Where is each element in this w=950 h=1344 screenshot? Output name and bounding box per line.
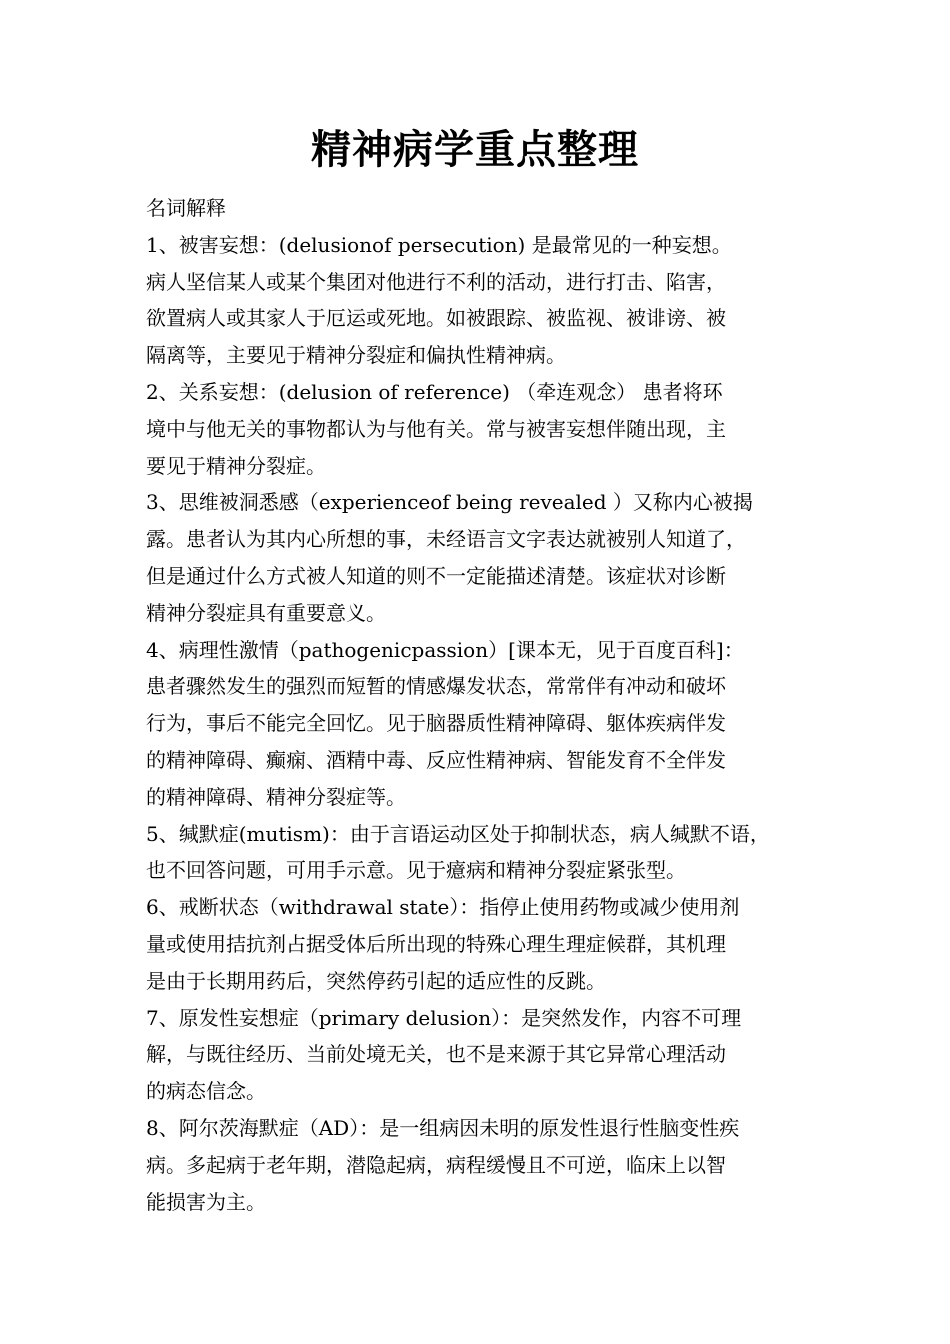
text-line: 行为，事后不能完全回忆。见于脑器质性精神障碍、躯体疾病伴发 — [146, 711, 726, 736]
text-line: 境中与他无关的事物都认为与他有关。常与被害妄想伴随出现，主 — [146, 416, 726, 441]
text-line: 能损害为主。 — [146, 1189, 266, 1214]
text-line: 但是通过什么方式被人知道的则不一定能描述清楚。该症状对诊断 — [146, 563, 726, 588]
text-line: 量或使用拮抗剂占据受体后所出现的特殊心理生理症候群，其机理 — [146, 931, 726, 956]
text-line: 是由于长期用药后，突然停药引起的适应性的反跳。 — [146, 968, 606, 993]
text-line: 要见于精神分裂症。 — [146, 453, 326, 478]
text-line: 的精神障碍、癫痫、酒精中毒、反应性精神病、智能发育不全伴发 — [146, 747, 726, 772]
section-heading: 名词解释 — [146, 196, 226, 220]
text-line: 4、病理性激情（pathogenicpassion）[课本无，见于百度百科]： — [146, 637, 744, 662]
text-line: 8、阿尔茨海默症（AD）：是一组病因未明的原发性退行性脑变性疾 — [146, 1115, 740, 1140]
text-line: 也不回答问题，可用手示意。见于癔病和精神分裂症紧张型。 — [146, 858, 686, 883]
text-line: 6、戒断状态（withdrawal state）：指停止使用药物或减少使用剂 — [146, 895, 740, 920]
text-line: 的病态信念。 — [146, 1079, 266, 1104]
text-line: 1、被害妄想：(delusionof persecution) 是最常见的一种妄想。 — [146, 232, 732, 257]
text-line: 7、原发性妄想症（primary delusion）：是突然发作，内容不可理 — [146, 1005, 742, 1030]
text-line: 欲置病人或其家人于厄运或死地。如被跟踪、被监视、被诽谤、被 — [146, 306, 726, 331]
text-line: 5、缄默症(mutism)：由于言语运动区处于抑制状态，病人缄默不语， — [146, 821, 770, 846]
document-body — [146, 190, 826, 1220]
text-line: 3、思维被洞悉感（experienceof being revealed ）又称内心被揭 — [146, 490, 753, 515]
text-line: 病。多起病于老年期，潜隐起病，病程缓慢且不可逆，临床上以智 — [146, 1152, 726, 1177]
text-line: 露。患者认为其内心所想的事，未经语言文字表达就被别人知道了， — [146, 527, 746, 552]
text-line: 病人坚信某人或某个集团对他进行不利的活动，进行打击、陷害， — [146, 269, 726, 294]
text-line: 的精神障碍、精神分裂症等。 — [146, 784, 406, 809]
text-line: 患者骤然发生的强烈而短暂的情感爆发状态，常常伴有冲动和破坏 — [146, 674, 726, 699]
text-line: 精神分裂症具有重要意义。 — [146, 600, 386, 625]
text-line: 2、关系妄想：(delusion of reference) （牵连观念） 患者将环 — [146, 379, 723, 404]
text-line: 解，与既往经历、当前处境无关，也不是来源于其它异常心理活动 — [146, 1042, 726, 1067]
text-line: 隔离等，主要见于精神分裂症和偏执性精神病。 — [146, 343, 566, 368]
document-title: 精神病学重点整理 — [311, 126, 639, 173]
